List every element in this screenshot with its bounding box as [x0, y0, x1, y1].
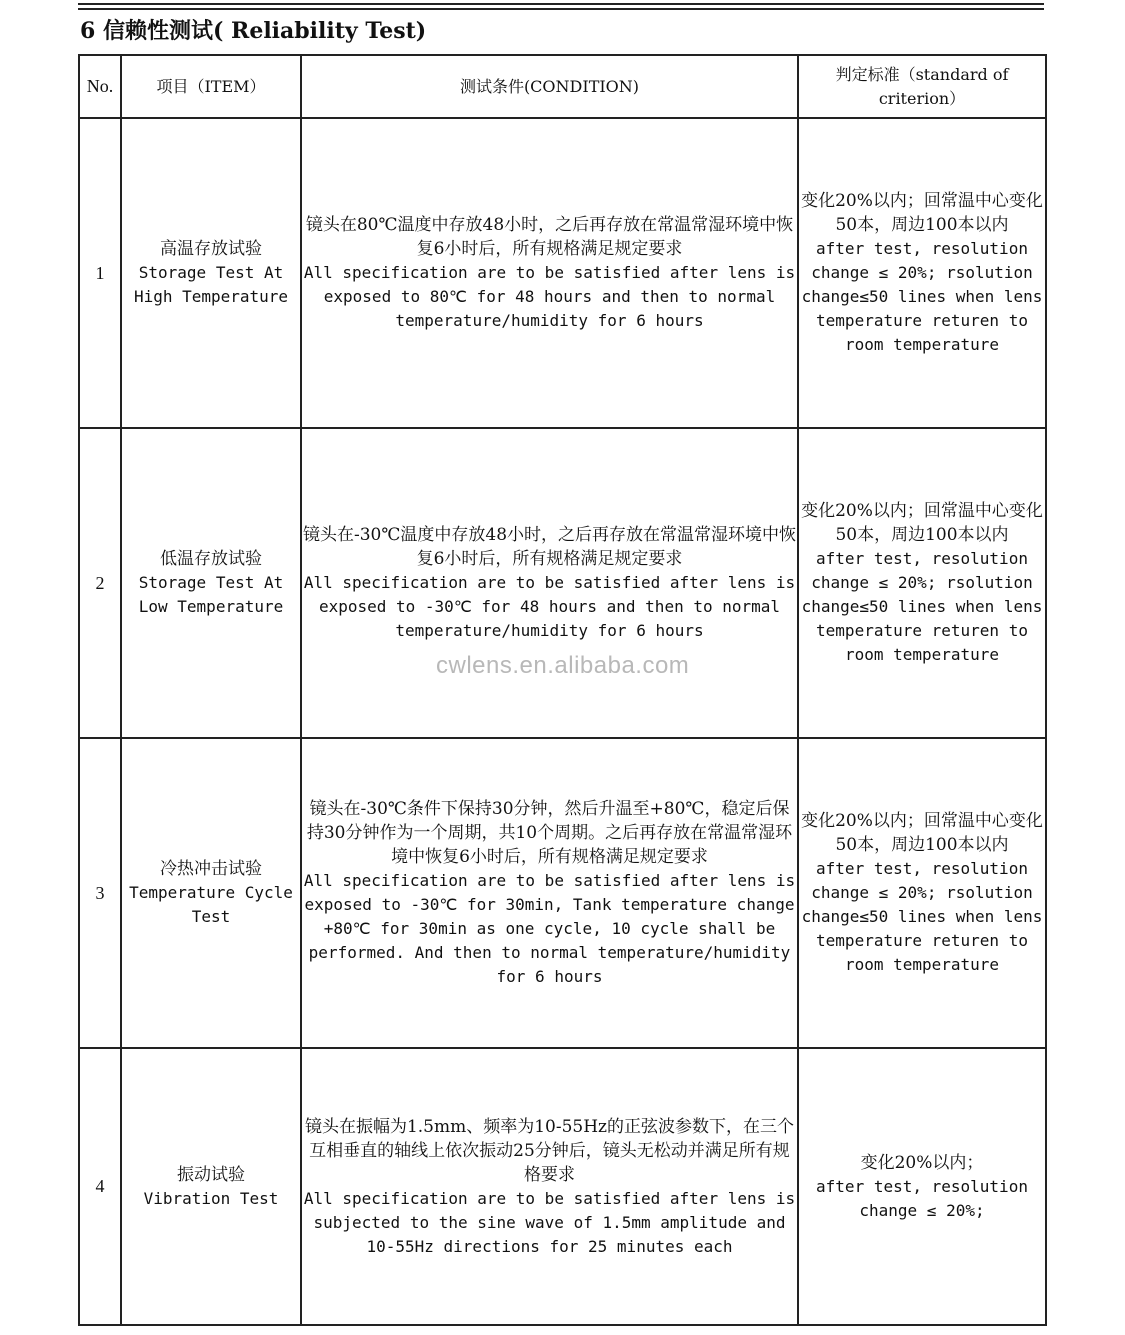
condition-cell [301, 118, 798, 428]
header-item: 项目（ITEM） [121, 55, 301, 118]
table-row [79, 118, 1046, 428]
criterion-cell [798, 428, 1046, 738]
row-no: 4 [79, 1048, 121, 1325]
condition-en: All specification are to be satisfied after lens is exposed to 80℃ for 48 hours and then to normal temperature/humidity for 6 hours [303, 263, 796, 330]
table-row [79, 1048, 1046, 1325]
criterion-cn: 变化20%以内；回常温中心变化50本，周边100本以内 [801, 501, 1043, 545]
condition-en: All specification are to be satisfied after lens is exposed to -30℃ for 48 hours and then to normal temperature/humidity for 6 hours [303, 573, 796, 640]
criterion-cell [798, 118, 1046, 428]
item-cell [121, 1048, 301, 1325]
header-condition: 测试条件(CONDITION) [301, 55, 798, 118]
condition-cn: 镜头在80℃温度中存放48小时，之后再存放在常温常湿环境中恢复6小时后，所有规格满足规定要求 [305, 215, 794, 259]
reliability-table [78, 54, 1047, 1326]
condition-cell [301, 428, 798, 738]
condition-cn: 镜头在-30℃条件下保持30分钟，然后升温至+80℃，稳定后保持30分钟作为一个周期，共10个周期。之后再存放在常温常湿环境中恢复6小时后，所有规格满足规定要求 [306, 799, 793, 867]
watermark-text: cwlens.en.alibaba.com [436, 652, 690, 679]
criterion-en-1: after test, resolution change ≤ 20%; [816, 1176, 1028, 1220]
header-no: No. [79, 55, 121, 118]
criterion-en-1: after test, resolution change ≤ 20%; rsolution [811, 239, 1033, 282]
table-row [79, 428, 1046, 738]
criterion-en-2: change≤50 lines when lens temperature returen to room temperature [801, 287, 1043, 354]
item-cell [121, 428, 301, 738]
item-name-en: Storage Test At High Temperature [133, 263, 289, 306]
row-no: 3 [79, 738, 121, 1048]
criterion-cn: 变化20%以内；回常温中心变化50本，周边100本以内 [801, 191, 1043, 235]
item-name-cn: 冷热冲击试验 [160, 859, 262, 879]
criterion-en-2: change≤50 lines when lens temperature returen to room temperature [801, 907, 1043, 974]
condition-cell [301, 738, 798, 1048]
criterion-cell [798, 1048, 1046, 1325]
item-name-cn: 振动试验 [177, 1164, 245, 1185]
section-heading: 6 信赖性测试( Reliability Test) [80, 18, 427, 44]
table-row [79, 738, 1046, 1048]
header-criterion: 判定标准（standard of criterion） [798, 55, 1046, 118]
item-name-cn: 高温存放试验 [160, 239, 262, 259]
header-row [79, 55, 1046, 118]
criterion-en-1: after test, resolution change ≤ 20%; rsolution [811, 549, 1033, 592]
condition-en: All specification are to be satisfied after lens is subjected to the sine wave of 1.5mm amplitude and 10-55Hz directions for 25 minutes each [303, 1188, 796, 1256]
condition-cn: 镜头在-30℃温度中存放48小时，之后再存放在常温常湿环境中恢复6小时后，所有规格满足规定要求 [302, 525, 797, 569]
item-name-cn: 低温存放试验 [160, 549, 262, 569]
condition-en: All specification are to be satisfied after lens is exposed to -30℃ for 30min, Tank temperature change +80℃ for 30min as one cycle, 10 cycle shall be performed. And then to normal temperature/humidity for 6 hours [303, 871, 796, 986]
criterion-en-1: after test, resolution change ≤ 20%; rsolution [811, 859, 1033, 902]
item-cell [121, 738, 301, 1048]
top-rule-2 [78, 8, 1044, 10]
top-rule-1 [78, 3, 1044, 5]
item-name-en: Storage Test At Low Temperature [138, 573, 284, 616]
criterion-en-2: change≤50 lines when lens temperature returen to room temperature [801, 597, 1043, 664]
item-name-en: Vibration Test [143, 1188, 279, 1208]
row-no: 2 [79, 428, 121, 738]
criterion-cn: 变化20%以内； [860, 1152, 984, 1173]
condition-cn: 镜头在振幅为1.5mm、频率为10-55Hz的正弦波参数下，在三个互相垂直的轴线上依次振动25分钟后，镜头无松动并满足所有规格要求 [304, 1116, 795, 1185]
row-no: 1 [79, 118, 121, 428]
criterion-cn: 变化20%以内；回常温中心变化50本，周边100本以内 [801, 811, 1043, 855]
item-cell [121, 118, 301, 428]
condition-cell [301, 1048, 798, 1325]
criterion-cell [798, 738, 1046, 1048]
item-name-en: Temperature Cycle Test [129, 883, 293, 926]
